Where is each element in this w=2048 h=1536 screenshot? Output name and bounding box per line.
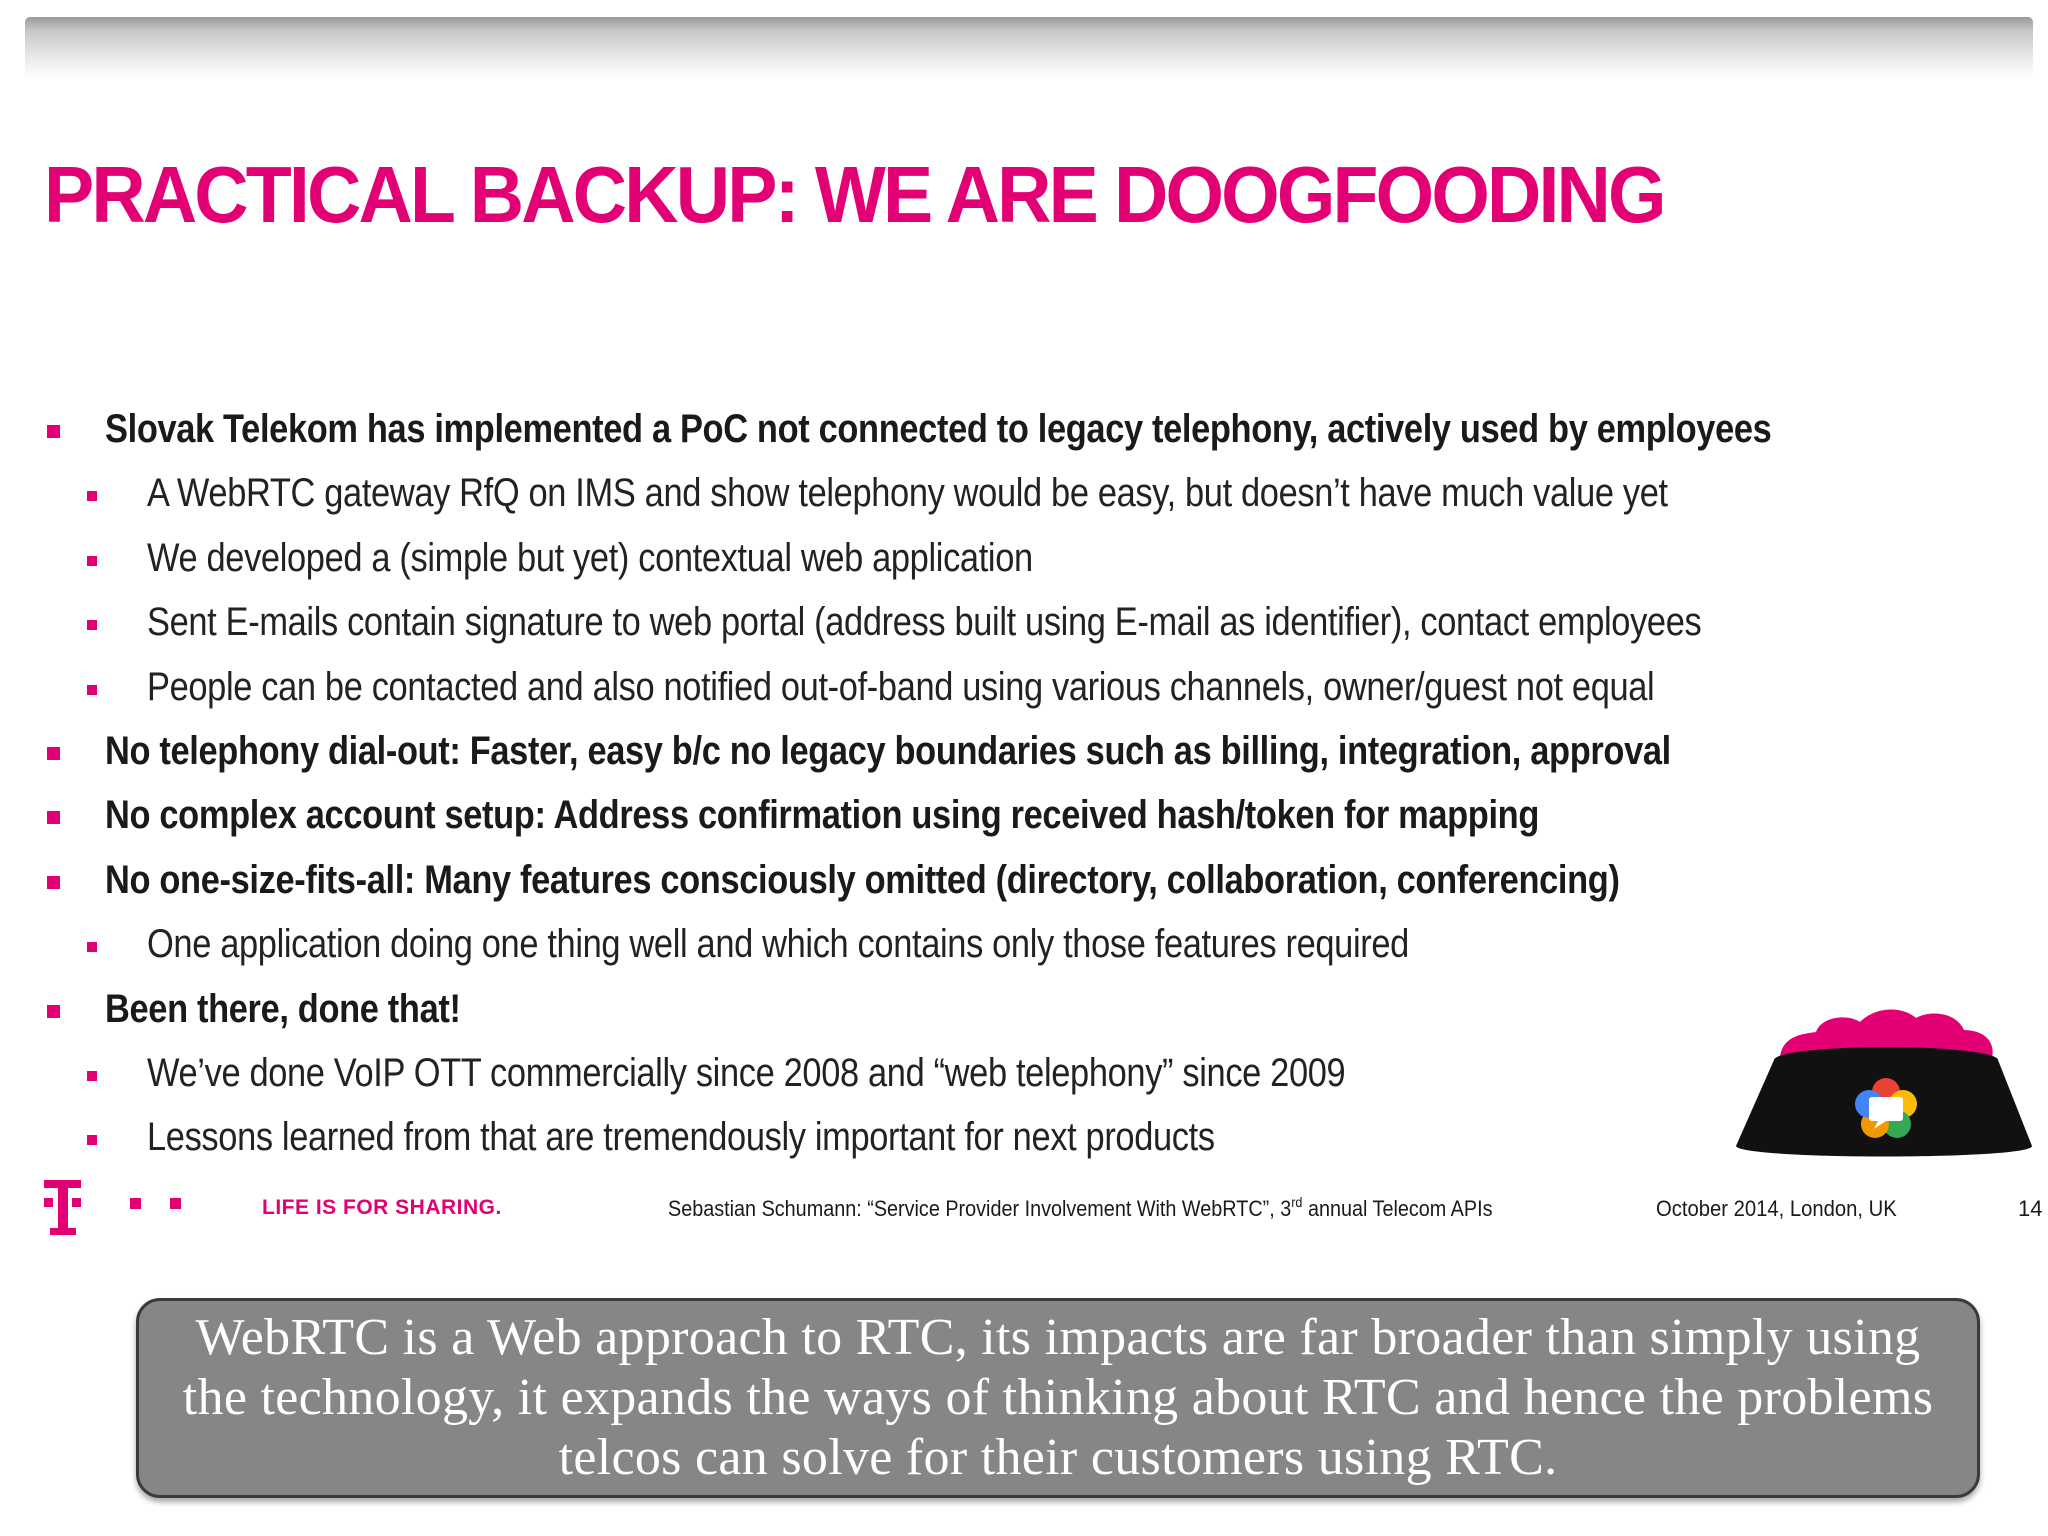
slide-title: PRACTICAL BACKUP: WE ARE DOOGFOODING [44, 150, 1664, 239]
bullet-text: Been there, done that! [105, 986, 461, 1031]
footer-tagline: LIFE IS FOR SHARING. [262, 1196, 502, 1219]
bullet-text: No complex account setup: Address confirmation using received hash/token for mapping [105, 793, 1539, 838]
bullet-marker-icon [87, 942, 97, 952]
bullet-item [0, 783, 1940, 847]
bullet-text: Slovak Telekom has implemented a PoC not connected to legacy telephony, actively used by employees [105, 407, 1772, 451]
webrtc-dog-food-bowl-icon [1730, 1000, 2036, 1170]
bullet-text: One application doing one thing well and which contains only those features required [147, 922, 1409, 967]
bullet-marker-icon [47, 1005, 60, 1018]
bullet-text: Sent E-mails contain signature to web portal (address built using E-mail as identifier), contact employees [147, 600, 1702, 645]
bullet-text: A WebRTC gateway RfQ on IMS and show telephony would be easy, but doesn’t have much value yet [147, 471, 1668, 516]
sub-bullet-item [0, 912, 1940, 976]
sub-bullet-item [0, 590, 1940, 654]
citation-text-end: annual Telecom APIs [1302, 1196, 1493, 1221]
bullet-marker-icon [47, 876, 60, 889]
slide-header-bar [25, 17, 2033, 79]
page-number: 14 [2018, 1196, 2043, 1221]
bullet-item [0, 848, 1940, 912]
sub-bullet-item [0, 1105, 1940, 1169]
bullet-marker-icon [47, 747, 60, 760]
bullet-marker-icon [87, 491, 97, 501]
citation-text: Sebastian Schumann: “Service Provider Involvement With WebRTC”, 3 [668, 1196, 1292, 1221]
sub-bullet-item [0, 526, 1940, 590]
bullet-marker-icon [87, 556, 97, 566]
sub-bullet-item [0, 655, 1940, 719]
footer-date-location: October 2014, London, UK [1656, 1196, 1897, 1221]
bullet-marker-icon [47, 425, 60, 438]
telekom-t-logo-icon [44, 1172, 194, 1238]
bullet-marker-icon [87, 685, 97, 695]
caption-overlay [136, 1298, 1980, 1498]
bullet-marker-icon [87, 1071, 97, 1081]
footer-citation [668, 1196, 1492, 1222]
sub-bullet-item [0, 1041, 1940, 1105]
bullet-item [0, 719, 1940, 783]
citation-superscript: rd [1291, 1194, 1303, 1210]
bullet-text: We developed a (simple but yet) contextual web application [147, 535, 1033, 580]
bullet-item [0, 397, 1940, 461]
bullet-text: People can be contacted and also notified out-of-band using various channels, owner/guest not equal [147, 664, 1655, 709]
bullet-marker-icon [87, 1135, 97, 1145]
bullet-marker-icon [87, 620, 97, 630]
bullet-text: No telephony dial-out: Faster, easy b/c no legacy boundaries such as billing, integration, approval [105, 728, 1671, 773]
caption-text: WebRTC is a Web approach to RTC, its impacts are far broader than simply using the technology, it expands the ways of thinking about RTC and hence the problems telcos can solve for their customers using RTC. [182, 1309, 1934, 1486]
sub-bullet-item [0, 461, 1940, 525]
bullet-text: We’ve done VoIP OTT commercially since 2008 and “web telephony” since 2009 [147, 1050, 1346, 1095]
bullet-text: No one-size-fits-all: Many features consciously omitted (directory, collaboration, conferencing) [105, 857, 1620, 902]
bullet-text: Lessons learned from that are tremendously important for next products [147, 1115, 1215, 1160]
bullet-list [0, 397, 1940, 1170]
bullet-marker-icon [47, 811, 60, 824]
bullet-item [0, 977, 1940, 1041]
